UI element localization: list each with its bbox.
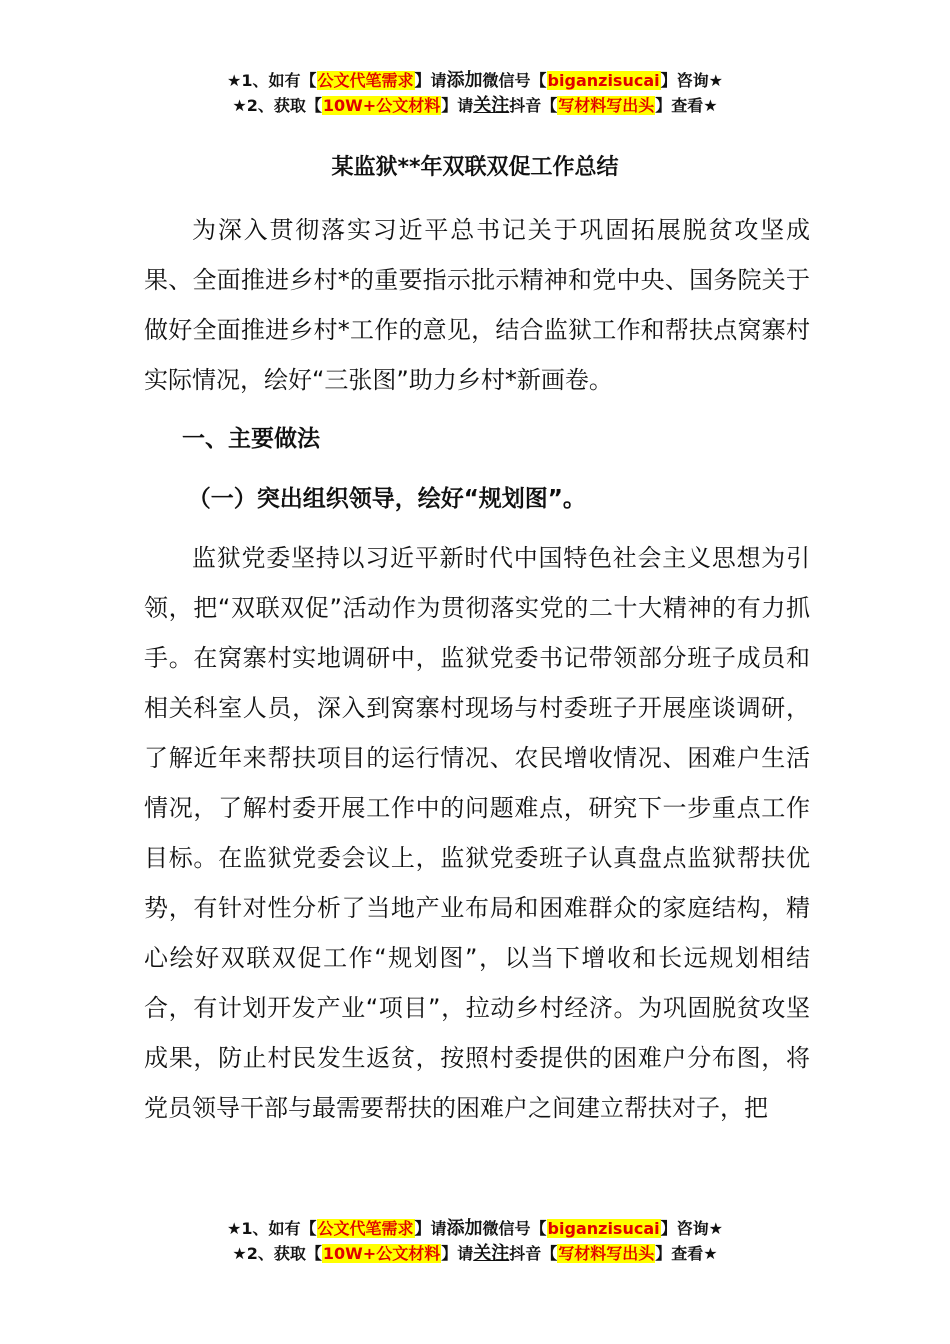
banner-highlight: 10W+公文材料: [322, 1244, 441, 1263]
banner-text: ★1、如有【: [227, 1219, 317, 1238]
banner-text: ★1、如有【: [227, 71, 317, 90]
section-heading: 一、主要做法: [181, 426, 320, 452]
banner-text: 抖音【: [509, 1244, 558, 1263]
banner-emphasis: 添加: [446, 70, 483, 91]
banner-highlight: 公文代笔需求: [317, 1219, 414, 1238]
banner-wechat-id: biganzisucai: [547, 71, 660, 90]
banner-text: ★2、获取【: [232, 1244, 322, 1263]
intro-paragraph: 为深入贯彻落实习近平总书记关于巩固拓展脱贫攻坚成果、全面推进乡村*的重要指示批示精神和党中央、国务院关于做好全面推进乡村*工作的意见，结合监狱工作和帮扶点窝寨村实际情况，绘好“三张图”助力乡村*新画卷。: [144, 216, 810, 394]
banner-text: 】查看★: [655, 96, 718, 115]
body-paragraph: 监狱党委坚持以习近平新时代中国特色社会主义思想为引领，把“双联双促”活动作为贯彻落实党的二十大精神的有力抓手。在窝寨村实地调研中，监狱党委书记带领部分班子成员和相关科室人员，深入到窝寨村现场与村委班子开展座谈调研，了解近年来帮扶项目的运行情况、农民增收情况、困难户生活情况，了解村委开展工作中的问题难点，研究下一步重点工作目标。在监狱党委会议上，监狱党委班子认真盘点监狱帮扶优势，有针对性分析了当地产业布局和困难群众的家庭结构，精心绘好双联双促工作“规划图”，以当下增收和长远规划相结合，有计划开发产业“项目”，拉动乡村经济。为巩固脱贫攻坚成果，防止村民发生返贫，按照村委提供的困难户分布图，将党员领导干部与最需要帮扶的困难户之间建立帮扶对子，把: [144, 544, 810, 1122]
banner-emphasis: 关注: [473, 95, 510, 116]
banner-text: 微信号【: [482, 71, 547, 90]
banner-text: 微信号【: [482, 1219, 547, 1238]
banner-emphasis: 关注: [473, 1243, 510, 1264]
banner-text: 抖音【: [509, 96, 558, 115]
banner-text: 】请: [441, 1244, 474, 1263]
subsection-heading: （一）突出组织领导，绘好“规划图”。: [187, 486, 586, 512]
banner-text: 】请: [414, 1219, 447, 1238]
banner-text: 】请: [441, 96, 474, 115]
banner-line-2: [0, 1241, 950, 1266]
banner-wechat-id: biganzisucai: [547, 1219, 660, 1238]
banner-text: 】咨询★: [660, 71, 723, 90]
banner-emphasis: 添加: [446, 1218, 483, 1239]
banner-douyin-id: 写材料写出头: [558, 1244, 655, 1263]
banner-line-1: [0, 68, 950, 93]
banner-text: ★2、获取【: [232, 96, 322, 115]
header-banner: [0, 68, 950, 118]
banner-line-2: [0, 93, 950, 118]
document-title: 某监狱**年双联双促工作总结: [331, 155, 619, 180]
banner-text: 】查看★: [655, 1244, 718, 1263]
banner-text: 】请: [414, 71, 447, 90]
banner-text: 】咨询★: [660, 1219, 723, 1238]
document-body: [144, 205, 810, 1133]
banner-highlight: 10W+公文材料: [322, 96, 441, 115]
banner-highlight: 公文代笔需求: [317, 71, 414, 90]
banner-douyin-id: 写材料写出头: [558, 96, 655, 115]
banner-line-1: [0, 1216, 950, 1241]
footer-banner: [0, 1216, 950, 1266]
